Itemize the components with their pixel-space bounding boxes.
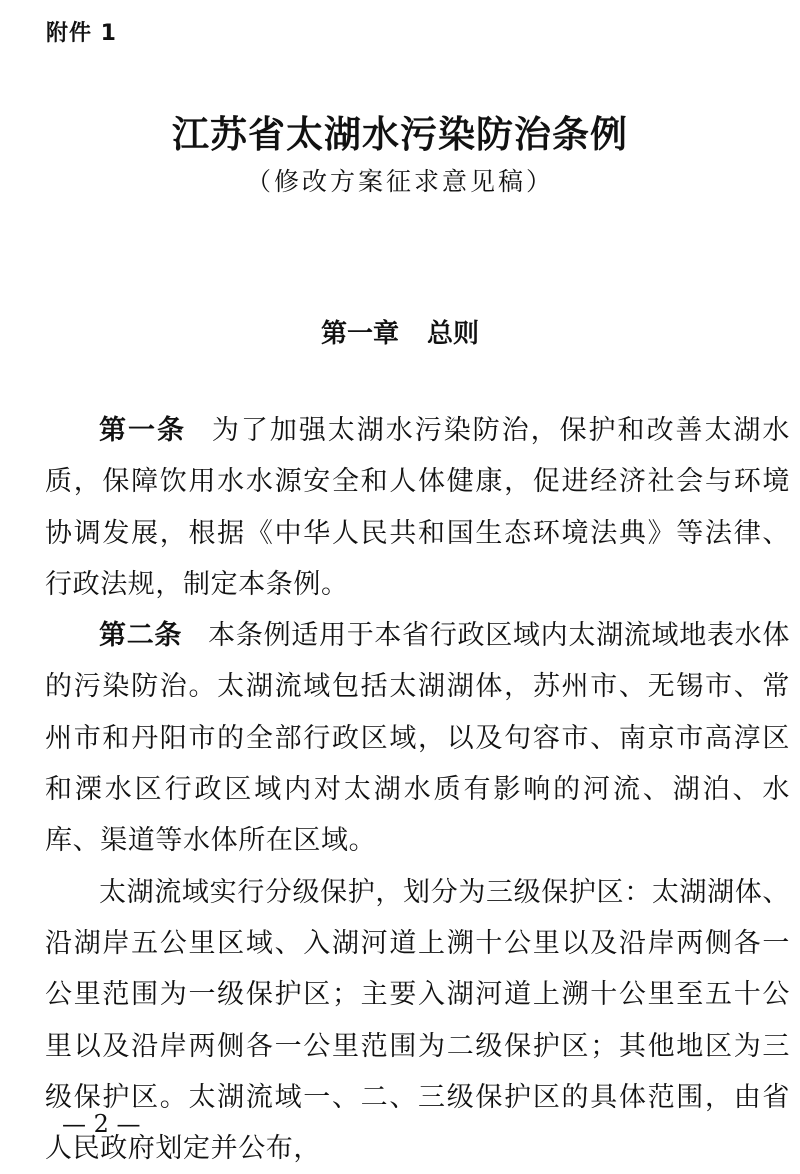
article-2-text: 本条例适用于本省行政区域内太湖流域地表水体的污染防治。太湖流域包括太湖湖体，苏州市、无锡市、常州市和丹阳市的全部行政区域，以及句容市、南京市高淳区和溧水区行政区域内对太湖水质有影响的河流、湖泊、水库、渠道等水体所在区域。	[45, 620, 790, 857]
attachment-label: 附件 1	[46, 21, 117, 46]
article-2-label: 第二条	[99, 620, 183, 652]
document-title: 江苏省太湖水污染防治条例	[172, 112, 628, 156]
article-2	[45, 610, 790, 866]
article-2-paragraph-2: 太湖流域实行分级保护，划分为三级保护区：太湖湖体、沿湖岸五公里区域、入湖河道上溯十公里以及沿岸两侧各一公里范围为一级保护区；主要入湖河道上溯十公里至五十公里以及沿岸两侧各一公里范围为二级保护区；其他地区为三级保护区。太湖流域一、二、三级保护区的具体范围，由省人民政府划定并公布，	[45, 876, 790, 1165]
article-1-label: 第一条	[99, 415, 186, 446]
page-number: — 2 —	[62, 1110, 141, 1138]
document-body	[45, 405, 790, 1174]
document-subtitle: （修改方案征求意见稿）	[245, 167, 554, 196]
chapter-heading	[0, 313, 800, 350]
chapter-name: 总则	[427, 319, 480, 349]
article-1	[45, 405, 790, 610]
chapter-number: 第一章	[320, 319, 399, 349]
article-1-text: 为了加强太湖水污染防治，保护和改善太湖水质，保障饮用水水源安全和人体健康，促进经济社会与环境协调发展，根据《中华人民共和国生态环境法典》等法律、行政法规，制定本条例。	[45, 415, 790, 600]
